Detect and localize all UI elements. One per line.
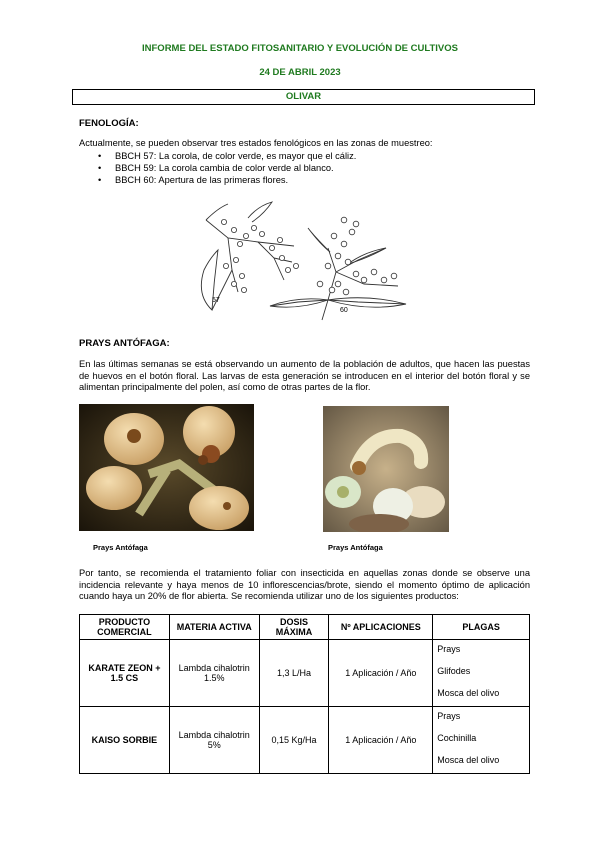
fenologia-bullet-list (79, 150, 530, 186)
prays-photo-buds (79, 404, 254, 531)
report-date: 24 DE ABRIL 2023 (259, 67, 341, 78)
phenology-drawing (188, 200, 413, 322)
fenologia-heading: FENOLOGÍA: (79, 118, 139, 129)
dosis-cell: 0,15 Kg/Ha (259, 707, 329, 774)
plaga-item: Prays (437, 644, 461, 654)
table-row (80, 707, 530, 774)
materia-cell: Lambda cihalotrin 5% (169, 707, 259, 774)
photo-caption-right: Prays Antófaga (328, 543, 383, 552)
dosis-cell: 1,3 L/Ha (259, 640, 329, 707)
prays-paragraph: En las últimas semanas se está observando un aumento de la población de adultos, que hacen las puestas de huevos en el botón floral. Las larvas de esta generación se introducen en el interior del botón floral y se alimentan principalmente del polen, así como de otras partes de la flor. (79, 359, 530, 393)
figure-label-60: 60 (340, 307, 348, 314)
bullet-bbch-57: • BBCH 57: La corola, de color verde, es mayor que el cáliz. (79, 150, 530, 162)
plaga-item: Prays (437, 711, 461, 721)
plaga-item: Glifodes (437, 666, 471, 676)
table-header-row (80, 615, 530, 640)
plagas-cell (433, 707, 530, 774)
prays-photo-larva (323, 406, 449, 532)
recommendation-paragraph: Por tanto, se recomienda el tratamiento foliar con insecticida en aquellas zonas donde se observe una incidencia relevante y haya menos de 10 inflorescencias/brote, siendo el momento óptimo de aplicación cuando haya un 20% de flor abierta. Se recomienda utilizar uno de los siguientes productos: (79, 568, 530, 602)
aplicaciones-cell: 1 Aplicación / Año (329, 707, 433, 774)
bullet-bbch-60: • BBCH 60: Apertura de las primeras flores. (79, 174, 530, 186)
plaga-item: Mosca del olivo (437, 755, 500, 765)
aplicaciones-cell: 1 Aplicación / Año (329, 640, 433, 707)
plaga-item: Cochinilla (437, 733, 477, 743)
products-table (79, 614, 530, 774)
report-title: INFORME DEL ESTADO FITOSANITARIO Y EVOLUCIÓN DE CULTIVOS (142, 43, 458, 54)
col-aplicaciones-header: Nº APLICACIONES (329, 615, 433, 640)
fenologia-intro: Actualmente, se pueden observar tres estados fenológicos en las zonas de muestreo: (79, 138, 433, 148)
plaga-item: Mosca del olivo (437, 688, 500, 698)
table-row (80, 640, 530, 707)
photo-caption-left: Prays Antófaga (93, 543, 148, 552)
crop-section-box: OLIVAR (72, 89, 535, 105)
producto-cell: KARATE ZEON + 1.5 CS (80, 640, 170, 707)
col-dosis-header: DOSIS MÁXIMA (259, 615, 329, 640)
materia-cell: Lambda cihalotrin 1.5% (169, 640, 259, 707)
bullet-bbch-59: • BBCH 59: La corola cambia de color verde al blanco. (79, 162, 530, 174)
plagas-cell (433, 640, 530, 707)
producto-cell: KAISO SORBIE (80, 707, 170, 774)
col-plagas-header: PLAGAS (433, 615, 530, 640)
figure-label-57: 57 (212, 297, 220, 304)
prays-heading: PRAYS ANTÓFAGA: (79, 338, 170, 349)
col-materia-header: MATERIA ACTIVA (169, 615, 259, 640)
col-producto-header: PRODUCTO COMERCIAL (80, 615, 170, 640)
